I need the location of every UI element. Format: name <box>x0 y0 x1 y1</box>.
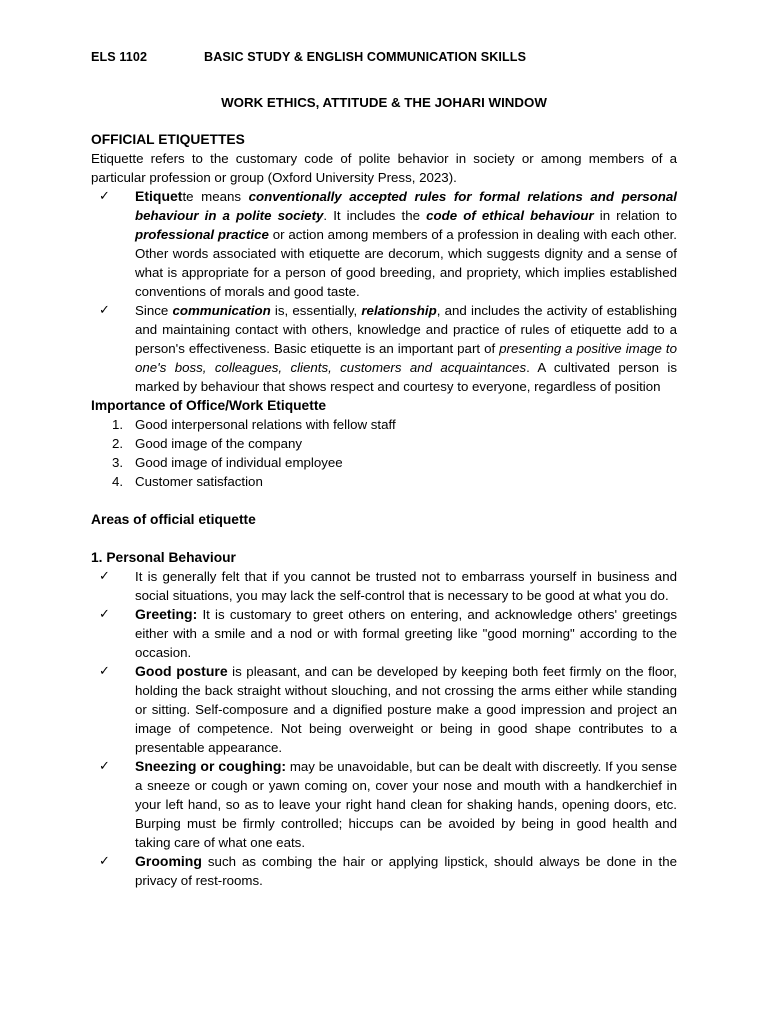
official-etiquettes-heading: OFFICIAL ETIQUETTES <box>91 132 245 147</box>
list-item: ✓ Since communication is, essentially, relationship, and includes the activity of establishing and maintaining contact with others, knowledge and practice of rules of etiquette add to a person's effectiveness. Basic etiquette is an important part of presenting a positive image to one's boss, colleagues, clients, customers and acquaintances. A cultivated person is marked by behaviour that shows respect and courtesy to everyone, regardless of position <box>99 303 677 394</box>
checkmark-icon: ✓ <box>99 664 110 679</box>
course-title: BASIC STUDY & ENGLISH COMMUNICATION SKILLS <box>204 50 527 64</box>
list-item: 1. Good interpersonal relations with fellow staff <box>112 417 396 432</box>
checkmark-icon: ✓ <box>99 854 110 869</box>
list-item: ✓ It is generally felt that if you cannot be trusted not to embarrass yourself in business and social situations, you may lack the self-control that is necessary to be good at what you do. <box>99 569 677 603</box>
list-item: ✓ Etiquette means conventionally accepted rules for formal relations and personal behaviour in a polite society. It includes the code of ethical behaviour in relation to professional practice or action among members of a profession in dealing with each other. Other words associated with etiquette are decorum, which suggests dignity and a sense of what is appropriate for a person of good breeding, and propriety, which implies established conventions of morals and good taste. <box>99 188 678 299</box>
document-title: WORK ETHICS, ATTITUDE & THE JOHARI WINDOW <box>221 95 547 110</box>
checkmark-icon: ✓ <box>99 607 110 622</box>
list-item: 4. Customer satisfaction <box>112 474 263 489</box>
list-item: ✓ Sneezing or coughing: may be unavoidable, but can be dealt with discreetly. If you sense a sneeze or cough or yawn coming on, cover your nose and mouth with a handkerchief in your left hand, so as to leave your right hand clean for shaking hands, opening doors, etc. Burping must be firmly controlled; hiccups can be avoided by being in good health and taking care of what one eats. <box>99 758 677 850</box>
list-item: ✓ Greeting: It is customary to greet others on entering, and acknowledge others' greetings either with a smile and a nod or with formal greeting like "good morning" according to the occasion. <box>99 606 677 660</box>
course-code: ELS 1102 <box>91 50 148 64</box>
checkmark-icon: ✓ <box>99 569 110 584</box>
areas-heading: Areas of official etiquette <box>91 512 256 527</box>
importance-list <box>91 415 677 491</box>
list-item: ✓ Good posture is pleasant, and can be developed by keeping both feet firmly on the floor, holding the back straight without slouching, and not crossing the arms either while standing or sitting. Self-composure and a dignified posture make a good impression and project an image of competence. Not being overweight or being in good shape contributes to a presentable appearance. <box>99 663 678 755</box>
document-page <box>91 48 677 890</box>
checkmark-icon: ✓ <box>99 759 110 774</box>
checkmark-icon: ✓ <box>99 189 110 204</box>
list-item: 2. Good image of the company <box>112 436 303 451</box>
personal-behaviour-list <box>91 567 677 890</box>
official-etiquettes-intro: Etiquette refers to the customary code of polite behavior in society or among members of a particular profession or group (Oxford University Press, 2023). <box>91 151 677 185</box>
course-header <box>91 48 677 67</box>
list-item: 3. Good image of individual employee <box>112 455 343 470</box>
list-item: ✓ Grooming such as combing the hair or applying lipstick, should always be done in the privacy of rest-rooms. <box>99 853 677 888</box>
personal-behaviour-heading: 1. Personal Behaviour <box>91 550 236 565</box>
checkmark-icon: ✓ <box>99 303 110 318</box>
official-etiquettes-list <box>91 187 677 396</box>
importance-heading: Importance of Office/Work Etiquette <box>91 398 327 413</box>
